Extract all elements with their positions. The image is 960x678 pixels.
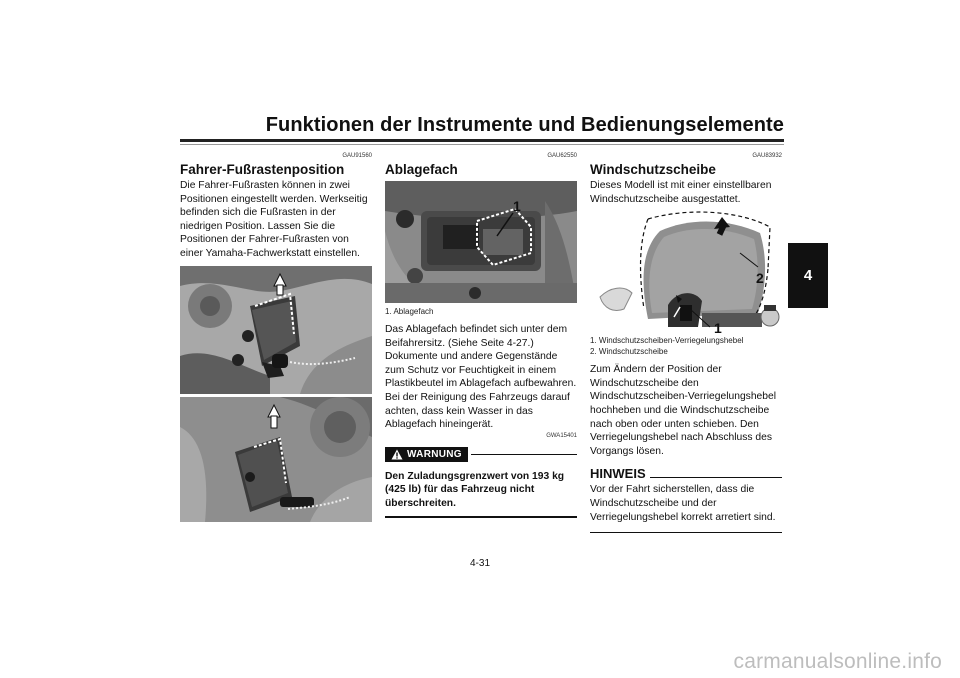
section-heading: Ablagefach (385, 162, 458, 177)
section-heading: Fahrer-Fußrastenposition (180, 162, 345, 177)
footrest-photo-bottom (180, 397, 372, 522)
warning-header (385, 447, 577, 462)
warning-text: Den Zuladungsgrenzwert von 193 kg (425 lb) für das Fahrzeug nicht überschreiten. (385, 470, 565, 509)
section-code: GAU83932 (752, 153, 782, 159)
warning-end-rule (385, 516, 577, 518)
windshield-section (590, 153, 782, 533)
section-heading: Windschutzscheibe (590, 162, 716, 177)
warning-code: GWA15401 (546, 432, 577, 439)
footrest-photo-top (180, 266, 372, 394)
warning-triangle-icon (391, 449, 403, 460)
title-rule (180, 139, 784, 142)
note-rule (650, 477, 782, 478)
page-number: 4-31 (469, 558, 490, 569)
section-text: Das Ablagefach befindet sich unter dem Beifahrersitz. (Siehe Seite 4-27.) Dokumente und andere Gegenstände zum Schutz vor Feuchtigkeit in einem Plastikbeutel im Ablagefach aufbewahren. Bei der Reinigung des Fahrzeugs darauf achten, dass kein Wasser in das Ablagefach hineingerät. (385, 324, 577, 431)
note-end-rule (590, 532, 782, 533)
note-text: Vor der Fahrt sicherstellen, dass die Windschutzscheibe und der Verriegelungshebel korrekt arretiert sind. (590, 484, 776, 523)
warning-rule (471, 454, 577, 455)
chapter-tab[interactable]: 4 (788, 243, 828, 308)
warning-label: WARNUNG (407, 448, 462, 460)
storage-callout: 1 (513, 198, 521, 214)
section-code: GAU91560 (342, 153, 372, 159)
section-intro: Dieses Modell ist mit einer einstellbaren Windschutzscheibe ausgestattet. (590, 180, 772, 205)
windshield-callout-2: 2 (756, 270, 764, 287)
section-text: Die Fahrer-Fußrasten können in zwei Positionen eingestellt werden. Werkseitig befinden sich die Fußrasten in der niedrigen Position. Lassen Sie die Positionen der Fahrer-Fußrasten von einer Yamaha-Fachwerkstatt einstellen. (180, 180, 368, 259)
section-text: Zum Ändern der Position der Windschutzscheibe den Windschutzscheiben-Verriegelungshebel hochheben und die Windschutzscheibe nach oben oder unten schieben. Den Verriegelungshebel nach Abschluss des Vorgangs lösen. (590, 364, 777, 457)
note-label: HINWEIS (590, 466, 646, 482)
windshield-callout-1: 1 (714, 320, 722, 334)
title-rule-thin (180, 144, 784, 145)
windshield-caption-1: 1. Windschutzscheiben-Verriegelungshebel (590, 336, 744, 346)
windshield-caption-2: 2. Windschutzscheibe (590, 347, 668, 357)
storage-photo (385, 181, 577, 303)
note-header (590, 466, 782, 481)
section-code: GAU62550 (547, 153, 577, 159)
watermark[interactable]: carmanualsonline.info (733, 650, 942, 673)
windshield-photo (590, 209, 782, 333)
page-title: Funktionen der Instrumente und Bedienungselemente (265, 114, 784, 136)
storage-section (385, 153, 577, 518)
storage-caption: 1. Ablagefach (385, 307, 434, 316)
footrest-section (180, 153, 372, 522)
warning-badge (385, 447, 468, 462)
